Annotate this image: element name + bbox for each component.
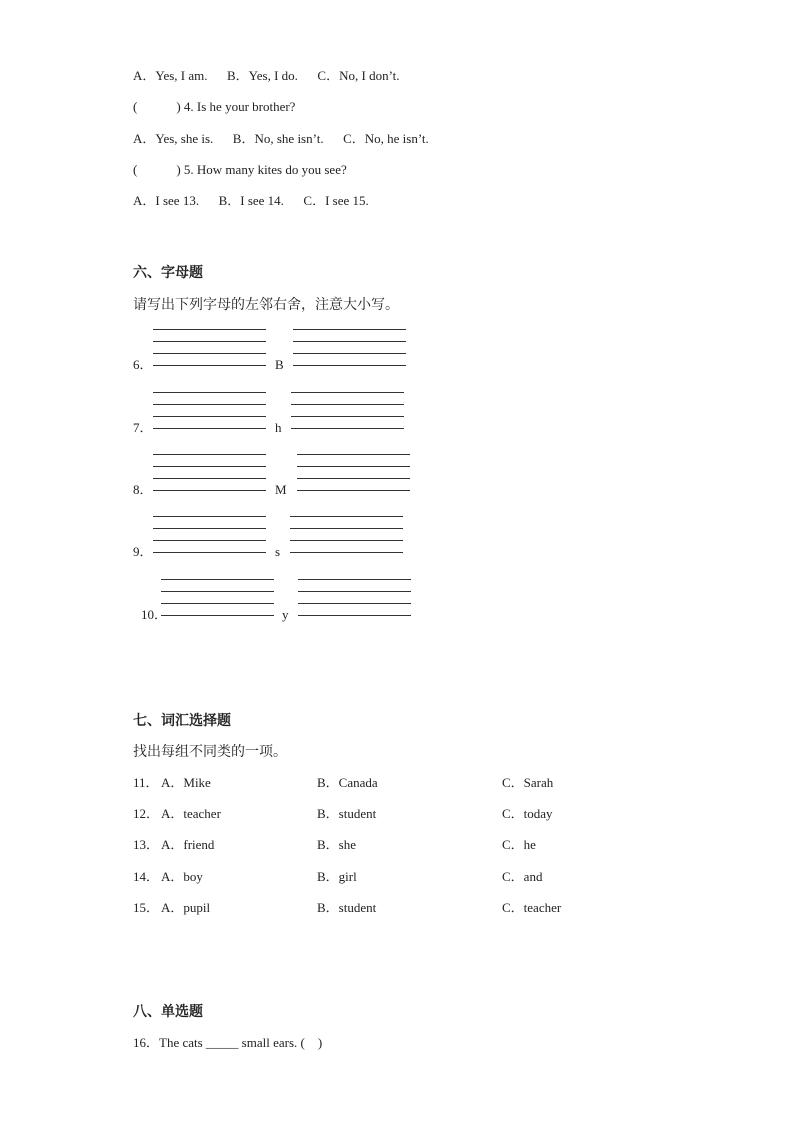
letter-item-number: 10．: [141, 607, 168, 622]
right-writing-line[interactable]: [298, 591, 411, 592]
left-writing-line[interactable]: [153, 416, 266, 417]
left-writing-line[interactable]: [161, 591, 274, 592]
right-writing-line[interactable]: [290, 528, 403, 529]
left-writing-line[interactable]: [153, 552, 266, 553]
q11-num: 11．: [133, 775, 159, 790]
q13-num: 13．: [133, 837, 160, 852]
q12-num: 12．: [133, 806, 160, 821]
right-writing-line[interactable]: [291, 404, 404, 405]
q14-num: 14．: [133, 869, 160, 884]
left-writing-line[interactable]: [161, 603, 274, 604]
right-writing-line[interactable]: [290, 552, 403, 553]
letter-item-number: 9．: [133, 544, 153, 559]
right-writing-line[interactable]: [297, 466, 410, 467]
left-writing-line[interactable]: [153, 428, 266, 429]
left-writing-line[interactable]: [161, 579, 274, 580]
q12-option-b: B．student: [317, 806, 377, 821]
letter-item-letter: M: [275, 482, 287, 497]
left-writing-line[interactable]: [153, 341, 266, 342]
left-writing-line[interactable]: [153, 466, 266, 467]
q11-option-c: C．Sarah: [502, 775, 554, 790]
left-writing-line[interactable]: [161, 615, 274, 616]
right-writing-line[interactable]: [293, 353, 406, 354]
q14-option-c: C．and: [502, 869, 543, 884]
section-7-title: 七、词汇选择题: [133, 713, 231, 729]
letter-item-number: 6．: [133, 357, 153, 372]
left-writing-line[interactable]: [153, 353, 266, 354]
left-writing-line[interactable]: [153, 392, 266, 393]
right-writing-line[interactable]: [297, 478, 410, 479]
left-writing-line[interactable]: [153, 454, 266, 455]
q15-num: 15．: [133, 900, 160, 915]
left-writing-line[interactable]: [153, 540, 266, 541]
letter-item-letter: y: [282, 607, 289, 622]
q5-question: ( ) 5. How many kites do you see?: [133, 162, 347, 177]
right-writing-line[interactable]: [298, 615, 411, 616]
letter-item-letter: s: [275, 544, 281, 559]
q11-option-a: A．Mike: [161, 775, 211, 790]
letter-item-number: 7．: [133, 420, 153, 435]
right-writing-line[interactable]: [293, 329, 406, 330]
q13-option-c: C．he: [502, 837, 536, 852]
right-writing-line[interactable]: [291, 392, 404, 393]
left-writing-line[interactable]: [153, 329, 266, 330]
q15-option-b: B．student: [317, 900, 377, 915]
right-writing-line[interactable]: [298, 579, 411, 580]
right-writing-line[interactable]: [297, 454, 410, 455]
letter-item-letter: B: [275, 357, 284, 372]
right-writing-line[interactable]: [293, 341, 406, 342]
right-writing-line[interactable]: [291, 416, 404, 417]
right-writing-line[interactable]: [297, 490, 410, 491]
letter-item-letter: h: [275, 420, 282, 435]
letter-item-number: 8．: [133, 482, 153, 497]
q16-question: 16．The cats _____ small ears. ( ): [133, 1035, 323, 1050]
left-writing-line[interactable]: [153, 490, 266, 491]
q14-option-b: B．girl: [317, 869, 357, 884]
q13-option-b: B．she: [317, 837, 357, 852]
q4-question: ( ) 4. Is he your brother?: [133, 99, 296, 114]
right-writing-line[interactable]: [290, 540, 403, 541]
left-writing-line[interactable]: [153, 365, 266, 366]
left-writing-line[interactable]: [153, 404, 266, 405]
q13-option-a: A．friend: [161, 837, 215, 852]
q5-options: A．I see 13. B．I see 14. C．I see 15.: [133, 193, 369, 208]
q15-option-c: C．teacher: [502, 900, 562, 915]
section-8-title: 八、单选题: [133, 1004, 203, 1020]
right-writing-line[interactable]: [291, 428, 404, 429]
section-7-instruction: 找出每组不同类的一项。: [133, 744, 287, 760]
right-writing-line[interactable]: [298, 603, 411, 604]
q15-option-a: A．pupil: [161, 900, 211, 915]
q11-option-b: B．Canada: [317, 775, 378, 790]
q12-option-a: A．teacher: [161, 806, 221, 821]
left-writing-line[interactable]: [153, 516, 266, 517]
q4-options: A．Yes, she is. B．No, she isn’t. C．No, he isn’t.: [133, 131, 429, 146]
left-writing-line[interactable]: [153, 528, 266, 529]
section-6-instruction: 请写出下列字母的左邻右舍，注意大小写。: [133, 297, 399, 313]
right-writing-line[interactable]: [290, 516, 403, 517]
q3-options: A．Yes, I am. B．Yes, I do. C．No, I don’t.: [133, 68, 400, 83]
q12-option-c: C．today: [502, 806, 553, 821]
section-6-title: 六、字母题: [133, 265, 203, 281]
right-writing-line[interactable]: [293, 365, 406, 366]
left-writing-line[interactable]: [153, 478, 266, 479]
q14-option-a: A．boy: [161, 869, 203, 884]
